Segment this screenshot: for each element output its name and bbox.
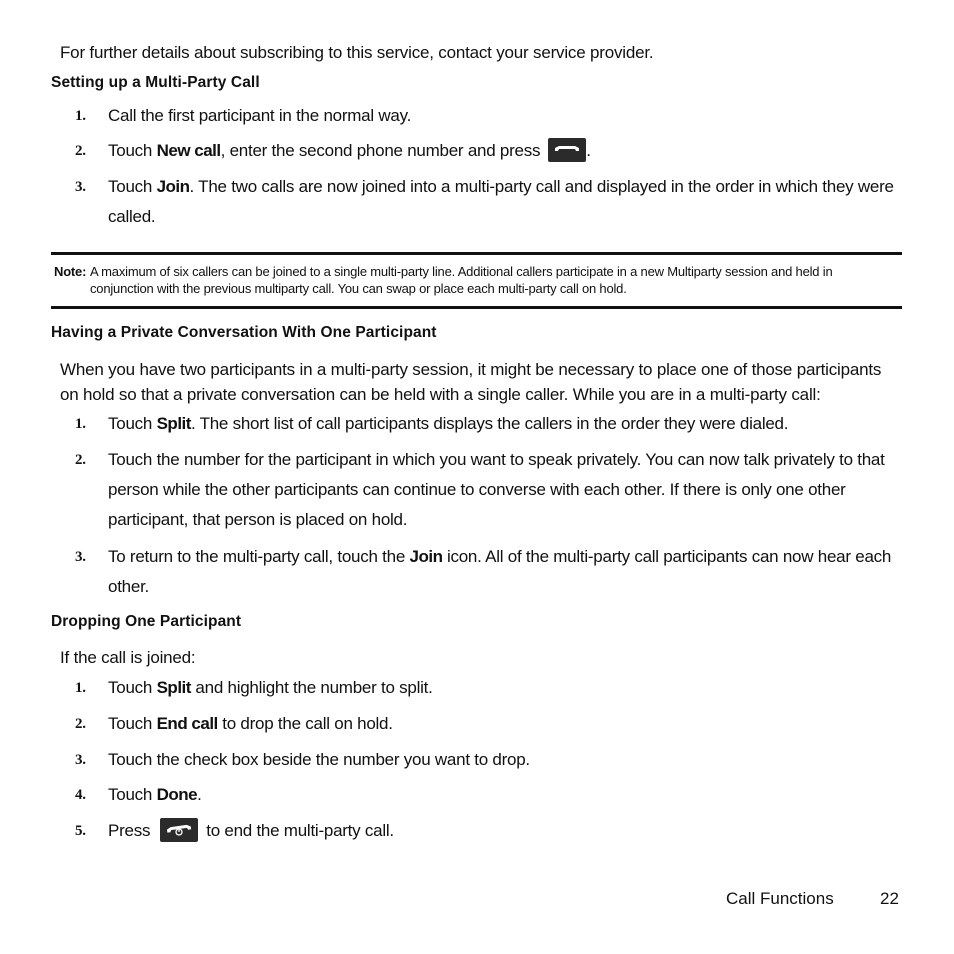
step-number: 2.	[75, 716, 86, 732]
step-number: 5.	[75, 823, 86, 839]
step-text: Touch End call to drop the call on hold.	[108, 714, 393, 733]
end-call-key-icon	[160, 818, 198, 842]
heading-private-conversation: Having a Private Conversation With One Participant	[51, 324, 437, 341]
step-number: 1.	[75, 680, 86, 696]
step-text: To return to the multi-party call, touch the Join icon. All of the multi-party call participants can now hear each other.	[108, 547, 892, 596]
step-text: Touch Split and highlight the number to split.	[108, 678, 433, 697]
keyword-done: Done	[156, 785, 198, 804]
section-intro: If the call is joined:	[60, 648, 196, 667]
footer-section-title: Call Functions	[726, 889, 834, 908]
step-text: Touch New call, enter the second phone number and press .	[108, 136, 898, 166]
step-text: Press to end the multi-party call.	[108, 816, 898, 846]
step-text: Call the first participant in the normal way.	[108, 106, 412, 125]
keyword-split: Split	[156, 678, 191, 697]
step-text: Touch the number for the participant in which you want to speak privately. You can now talk privately to that person while the other participants can continue to converse with each other. If there is only one other participant, that person is placed on hold.	[108, 450, 885, 529]
step-text: Touch Done.	[108, 785, 202, 804]
keyword-join: Join	[409, 547, 443, 566]
step-number: 1.	[75, 416, 86, 432]
step-text: Touch Split. The short list of call participants displays the callers in the order they were dialed.	[108, 414, 789, 433]
step-number: 2.	[75, 452, 86, 468]
heading-setting-up-multi-party-call: Setting up a Multi-Party Call	[51, 74, 260, 91]
note-box	[54, 263, 894, 296]
step-text: Touch the check box beside the number you want to drop.	[108, 750, 530, 769]
step-number: 2.	[75, 143, 86, 159]
step-text: Touch Join. The two calls are now joined into a multi-party call and displayed in the order in which they were called.	[108, 177, 894, 226]
heading-dropping-one-participant: Dropping One Participant	[51, 613, 242, 630]
page-number: 22	[880, 889, 899, 908]
step-number: 1.	[75, 108, 86, 124]
keyword-end-call: End call	[156, 714, 218, 733]
keyword-split: Split	[156, 414, 191, 433]
intro-text: For further details about subscribing to this service, contact your service provider.	[60, 43, 654, 62]
note-top-rule	[51, 252, 902, 255]
note-text: A maximum of six callers can be joined to a single multi-party line. Additional callers participate in a new Multiparty session and held in conjunction with the previous multiparty call. You can swap or place each multi-party call on hold.	[90, 264, 833, 296]
send-call-key-icon	[548, 138, 586, 162]
keyword-new-call: New call	[156, 141, 221, 160]
note-label: Note:	[54, 264, 87, 279]
keyword-join: Join	[156, 177, 190, 196]
step-number: 3.	[75, 179, 86, 195]
section-intro: When you have two participants in a multi-party session, it might be necessary to place one of those participants on hold so that a private conversation can be held with a single caller. While you are in a multi-party call:	[60, 360, 882, 404]
step-number: 4.	[75, 787, 86, 803]
note-bottom-rule	[51, 306, 902, 309]
step-number: 3.	[75, 752, 86, 768]
step-number: 3.	[75, 549, 86, 565]
